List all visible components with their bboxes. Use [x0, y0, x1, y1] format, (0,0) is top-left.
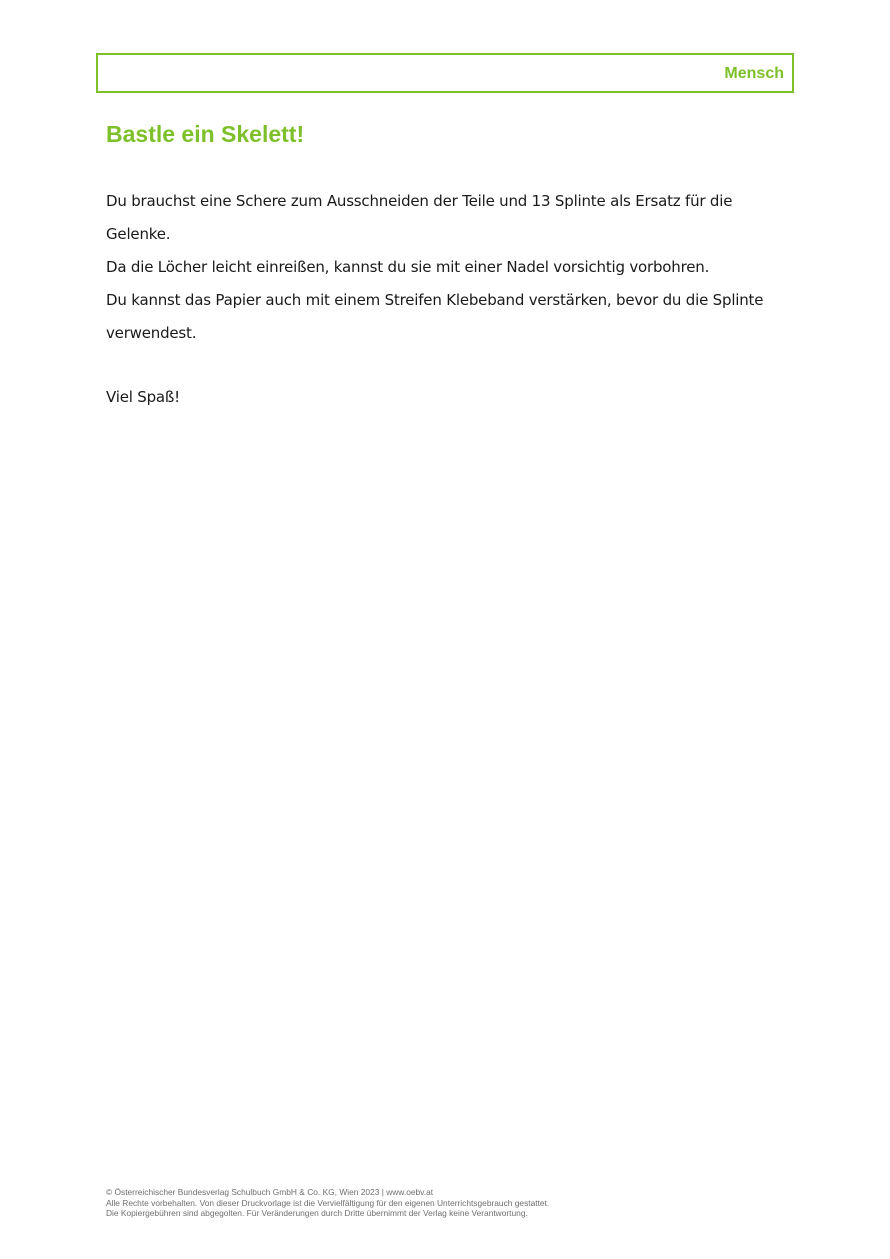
subject-label: Mensch	[724, 65, 784, 82]
instruction-paragraph: Du kannst das Papier auch mit einem Streifen Klebeband verstärken, bevor du die Splinte verwendest.	[106, 291, 764, 342]
instruction-paragraph: Du brauchst eine Schere zum Ausschneiden der Teile und 13 Splinte als Ersatz für die Gelenke.	[106, 192, 733, 243]
footer-line: Die Kopiergebühren sind abgegolten. Für Veränderungen durch Dritte übernimmt der Verlag keine Verantwortung.	[106, 1208, 528, 1218]
footer-line: Alle Rechte vorbehalten. Von dieser Druckvorlage ist die Vervielfältigung für den eigenen Unterrichtsgebrauch gestattet.	[106, 1197, 550, 1208]
page-title: Bastle ein Skelett!	[106, 121, 305, 147]
closing-text: Viel Spaß!	[106, 388, 180, 406]
header-box	[96, 53, 794, 93]
copyright-footer	[106, 1187, 806, 1219]
instruction-paragraph: Da die Löcher leicht einreißen, kannst du sie mit einer Nadel vorsichtig vorbohren.	[106, 258, 710, 276]
instructions-text	[106, 185, 786, 350]
footer-line: © Österreichischer Bundesverlag Schulbuch GmbH & Co. KG, Wien 2023 | www.oebv.at	[106, 1187, 434, 1197]
